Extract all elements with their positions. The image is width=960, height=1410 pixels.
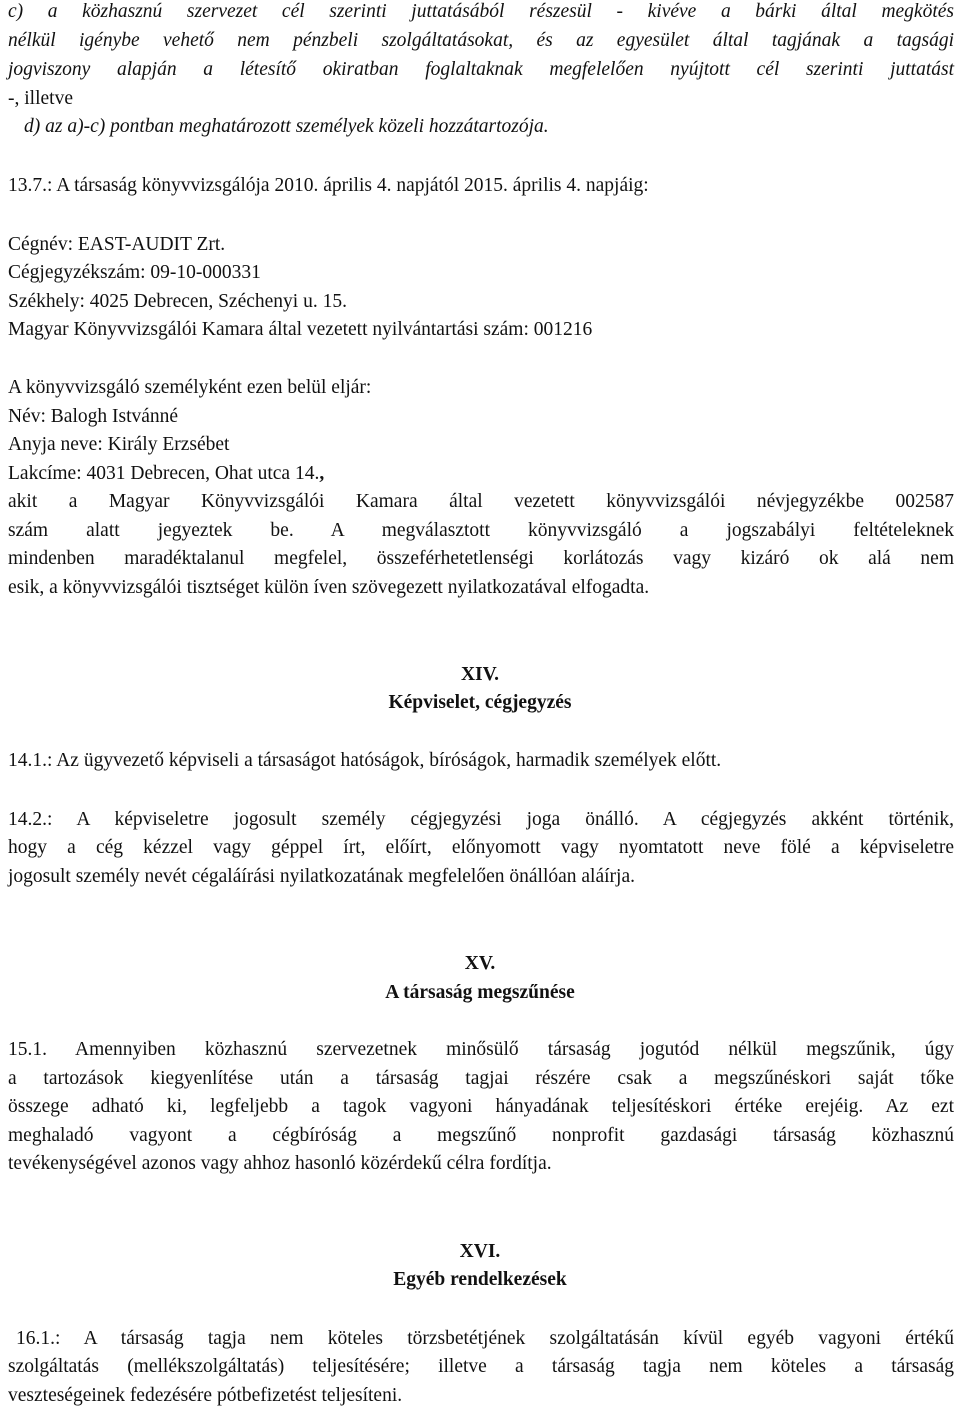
clause-15-1-line-3: összege adható ki, legfeljebb a tagok vagyoni hányadának teljesítéskori értéke erejéig. Az ezt — [8, 1096, 954, 1117]
section-xvi-number: XVI. — [459, 1241, 501, 1262]
clause-14-1: 14.1.: Az ügyvezető képviseli a társaságot hatóságok, bíróságok, harmadik személyek előtt. — [8, 750, 722, 771]
auditor-address-text: Lakcíme: 4031 Debrecen, Ohat utca 14. — [8, 463, 320, 484]
intro-line-2: nélkül igénybe vehető nem pénzbeli szolgáltatásokat, és az egyesület által tagjának a tagsági — [8, 30, 954, 51]
section-xv-number: XV. — [464, 953, 496, 974]
auditor-para-line-2: szám alatt jegyeztek be. A megválasztott könyvvizsgáló a jogszabályi feltételeknek — [8, 520, 954, 541]
clause-14-2-line-1: 14.2.: A képviseletre jogosult személy cégjegyzési joga önálló. A cégjegyzés akként történik, — [8, 809, 954, 830]
auditor-address — [8, 460, 954, 488]
intro-line-5: d) az a)-c) pontban meghatározott személyek közeli hozzátartozója. — [24, 116, 549, 137]
auditor-mother-name: Anyja neve: Király Erzsébet — [8, 434, 230, 455]
clause-16-1-line-1: 16.1.: A társaság tagja nem köteles törzsbetétjének szolgáltatásán kívül egyéb vagyoni értékű — [16, 1328, 954, 1349]
personal-auditor-intro: A könyvvizsgáló személyként ezen belül eljár: — [8, 377, 372, 398]
section-xv-title: A társaság megszűnése — [385, 982, 575, 1003]
clause-14-2-line-2: hogy a cég kézzel vagy géppel írt, előírt, előnyomott vagy nyomtatott neve fölé a képviseletre — [8, 837, 954, 858]
clause-15-1-line-2: a tartozások kiegyenlítése után a társaság tagjai részére csak a megszűnéskori saját tőke — [8, 1068, 954, 1089]
intro-line-3: jogviszony alapján a létesítő okiratban foglaltaknak megfelelően nyújtott cél szerinti juttatást — [8, 59, 954, 80]
clause-14-2-line-3: jogosult személy nevét cégaláírási nyilatkozatának megfelelően önállóan aláírja. — [8, 866, 635, 887]
chamber-registration: Magyar Könyvvizsgálói Kamara által vezetett nyilvántartási szám: 001216 — [8, 319, 593, 340]
section-xiv-title: Képviselet, cégjegyzés — [388, 692, 572, 713]
company-name: Cégnév: EAST-AUDIT Zrt. — [8, 234, 226, 255]
company-reg-number: Cégjegyzékszám: 09-10-000331 — [8, 262, 261, 283]
auditor-para-line-1: akit a Magyar Könyvvizsgálói Kamara által vezetett könyvvizsgálói névjegyzékbe 002587 — [8, 491, 954, 512]
clause-15-1-line-5: tevékenységével azonos vagy ahhoz hasonló közérdekű célra fordítja. — [8, 1153, 552, 1174]
auditor-para-line-3: mindenben maradéktalanul megfelel, összeférhetetlenségi korlátozás vagy kizáró ok alá nem — [8, 548, 954, 569]
company-seat: Székhely: 4025 Debrecen, Széchenyi u. 15. — [8, 291, 347, 312]
auditor-para-line-4: esik, a könyvvizsgálói tisztséget külön íven szövegezett nyilatkozatával elfogadta. — [8, 577, 650, 598]
auditor-heading: 13.7.: A társaság könyvvizsgálója 2010. április 4. napjától 2015. április 4. napjáig: — [8, 175, 649, 196]
intro-line-1: c) a közhasznú szervezet cél szerinti juttatásából részesül - kivéve a bárki által megkötés — [8, 1, 954, 22]
clause-16-1-line-2: szolgáltatás (mellékszolgáltatás) teljesítésére; illetve a társaság tagja nem köteles a társaság — [8, 1356, 954, 1377]
clause-16-1-line-3: veszteségeinek fedezésére pótbefizetést teljesíteni. — [8, 1385, 403, 1406]
intro-line-4: -, illetve — [8, 88, 73, 109]
auditor-address-comma: , — [319, 463, 325, 484]
clause-15-1-line-1: 15.1. Amennyiben közhasznú szervezetnek minősülő társaság jogutód nélkül megszűnik, úgy — [8, 1039, 954, 1060]
auditor-name: Név: Balogh Istvánné — [8, 406, 179, 427]
clause-15-1-line-4: meghaladó vagyont a cégbíróság a megszűnő nonprofit gazdasági társaság közhasznú — [8, 1125, 954, 1146]
section-xvi-title: Egyéb rendelkezések — [393, 1269, 567, 1290]
section-xiv-number: XIV. — [460, 664, 500, 685]
